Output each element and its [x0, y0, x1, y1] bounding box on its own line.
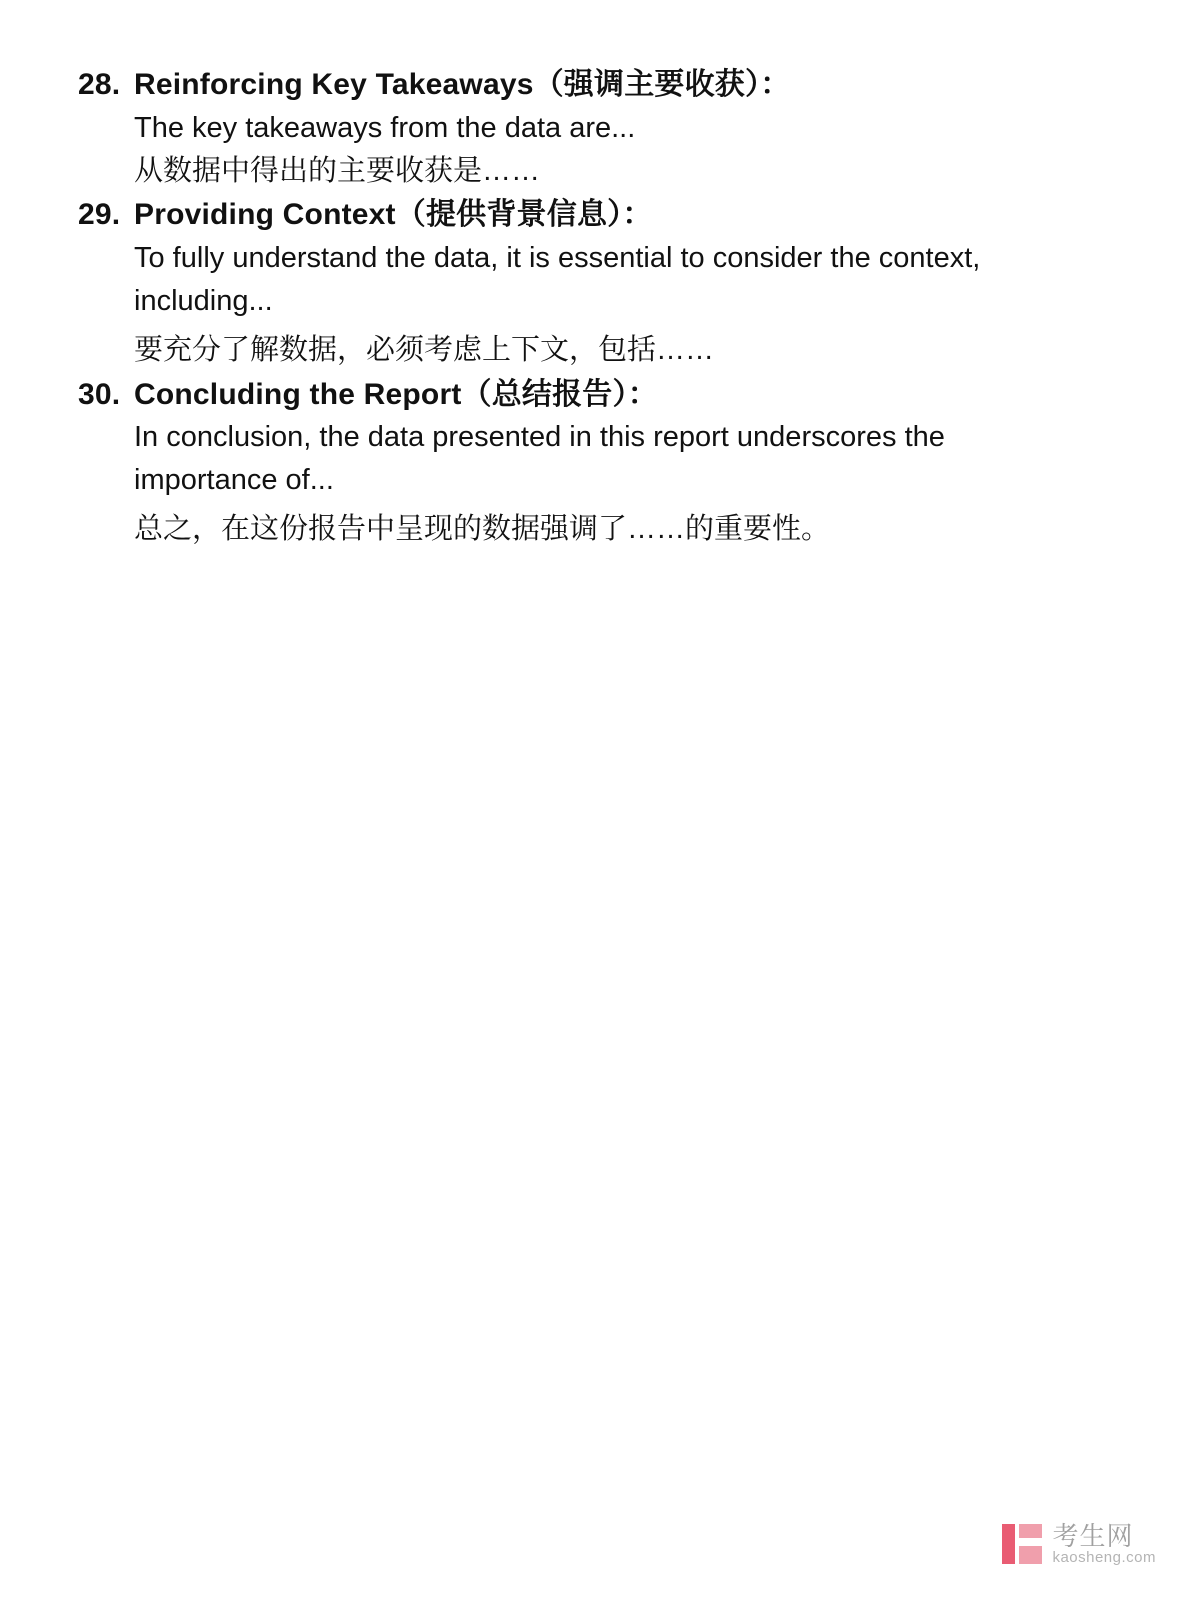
list-item-title: Reinforcing Key Takeaways（强调主要收获）：: [134, 68, 791, 101]
list-item-heading: [78, 374, 1140, 417]
watermark-brand-en: kaosheng.com: [1052, 1549, 1156, 1567]
list-item: [78, 194, 1140, 371]
watermark-brand-cn: 考生网: [1052, 1520, 1134, 1551]
watermark-logo-icon: [1002, 1524, 1042, 1564]
list-item-chinese: 总之，在这份报告中呈现的数据强调了……的重要性。: [134, 513, 831, 546]
list-item-body: [134, 107, 1140, 193]
list-item-number: 29.: [78, 198, 121, 232]
list-item: [78, 64, 1140, 192]
list-item-heading: [78, 64, 1140, 107]
watermark: [1002, 1520, 1156, 1567]
list-item-number: 30.: [78, 377, 121, 411]
list-item-english: To fully understand the data, it is essential to consider the context, including...: [134, 242, 981, 317]
list-item-heading: [78, 194, 1140, 237]
list-item-english: In conclusion, the data presented in this report underscores the importance of...: [134, 421, 945, 497]
list-item-body: [134, 416, 1140, 551]
list-item-chinese: 要充分了解数据，必须考虑上下文，包括……: [134, 333, 715, 366]
list-item-title: Providing Context（提供背景信息）：: [134, 198, 653, 232]
list-item-chinese: 从数据中得出的主要收获是……: [134, 154, 541, 187]
list-item-number: 28.: [78, 68, 121, 101]
list-item-english: The key takeaways from the data are...: [134, 111, 636, 144]
list-item: [78, 374, 1140, 551]
watermark-text: [1052, 1520, 1156, 1567]
list-item-body: [134, 237, 1140, 372]
list-item-title: Concluding the Report（总结报告）：: [134, 377, 658, 411]
